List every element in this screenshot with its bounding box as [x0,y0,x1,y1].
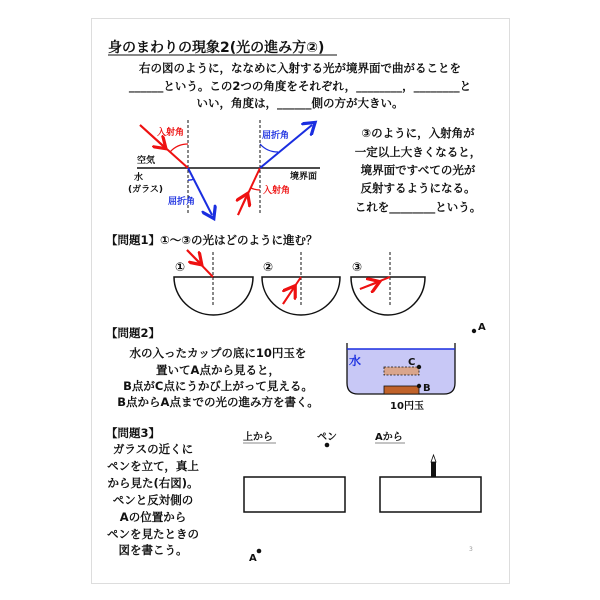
side-note-line: ③のように，入射角が [361,126,475,140]
label-3: ③ [352,260,363,274]
q1-heading: 【問題1】①～③の光はどのように進む？ [106,233,318,247]
coin [384,386,419,394]
side-note-line: 境界面ですべての光が [360,163,476,177]
point-a-label: A [249,553,257,564]
water-label: 水 [134,173,144,183]
angle-arc [260,144,278,152]
q3-line: ペンと反対側の [112,493,194,507]
semicircle-glass [351,277,425,315]
side-note-line: これを________という。 [354,200,482,214]
point-c-label: C [408,357,416,368]
q1-figures [174,250,425,315]
intro-line: 右の図のように，ななめに入射する光が境界面で曲がることを [139,61,461,75]
q3-line: ペンを見たときの [107,527,199,541]
label-1: ① [175,260,186,274]
coin-image [384,367,419,375]
page-number: 3 [469,546,473,553]
glass-label: (ガラス) [128,185,163,195]
arrow-icon [187,250,199,262]
air-label: 空気 [137,156,156,166]
incident-angle-label: 入射角 [263,186,291,196]
boundary-label: 境界面 [290,172,318,182]
incident-angle-label: 入射角 [157,128,185,138]
angle-arc [170,144,188,152]
intro-line: いい，角度は，______側の方が大きい。 [196,96,404,110]
q2-line: B点がC点にうかび上がって見える。 [123,379,313,393]
q3-line: ペンを立て，真上 [107,459,199,473]
intro-line: ______という。この2つの角度をそれぞれ，________，________と [128,79,472,93]
point-c-dot [417,365,421,369]
q3-line: ガラスの近くに [112,442,194,456]
point-a-dot [472,329,476,333]
from-above-label: 上から [243,432,273,443]
water-label: 水 [349,354,362,368]
from-a-label: Aから [375,432,403,443]
q2-heading: 【問題2】 [106,326,161,340]
label-2: ② [263,260,274,274]
point-a-dot [257,549,262,554]
q3-line: 図を書こう。 [118,543,188,557]
side-note-line: 反射するようになる。 [360,181,476,195]
refraction-angle-label: 屈折角 [262,131,290,141]
page-title: 身のまわりの現象2(光の進み方②) [108,40,325,56]
coin-label: 10円玉 [390,401,424,412]
q3-line: から見た(右図)。 [107,476,199,490]
pen-label: ペン [317,432,337,443]
q3-heading: 【問題3】 [106,426,161,440]
answer-box [380,477,481,512]
pencil-icon [431,455,436,477]
angle-arc [188,179,194,180]
q2-line: 置いてA点から見ると， [156,363,280,377]
glass-top-view [244,477,345,512]
refracted-ray [188,168,212,215]
point-b-label: B [423,383,431,394]
side-note-line: 一定以上大きくなると， [354,145,482,159]
point-a-label: A [478,322,486,333]
arrow-icon [360,283,376,289]
pen-dot [325,443,330,448]
arrow-icon [238,197,246,215]
arrow-icon [283,289,293,304]
refraction-angle-label: 屈折角 [168,197,196,207]
q3-line: Aの位置から [119,510,187,524]
refraction-diagram [128,120,320,215]
point-b-dot [417,384,421,388]
q2-line: B点からA点までの光の進み方を書く。 [117,395,319,409]
q2-line: 水の入ったカップの底に10円玉を [129,346,307,360]
angle-arc [251,188,260,190]
